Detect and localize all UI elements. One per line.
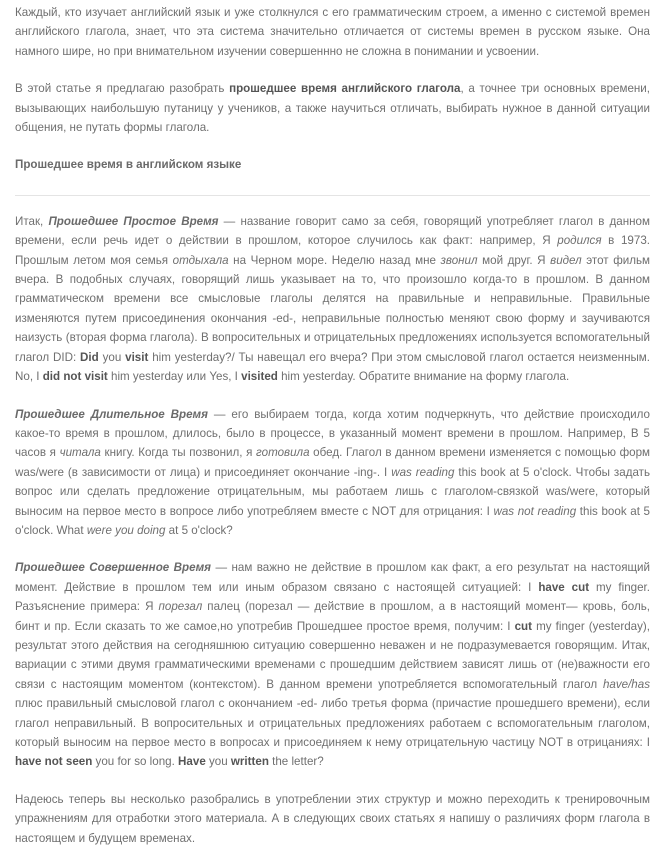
example-bold: visited <box>241 370 278 384</box>
example-bold: Have <box>178 755 206 769</box>
example-bold: did not visit <box>42 370 108 384</box>
example-word: читала <box>59 446 101 460</box>
text-run: плюс правильный смысловой глагол с окончанием -ed- либо третья форма (причастие прошедшего времени), если глагол неправильный. В вопросительных и отрицательных предложениях работаем с вспомогательным глаголом, который выносим на первое место в вопросах и присоединяем к нему отрицательную частицу NOT в отрицаниях: I <box>15 697 650 749</box>
past-continuous-paragraph <box>15 405 650 541</box>
example-bold: cut <box>514 619 532 633</box>
text-run: my finger (yesterday), результат этого действия на сегодняшнюю ситуацию совершенно неважен и не подразумевается говорящим. Итак, вариации с этими двумя грамматическими временами с прошедшим действием зависят лишь от (не)важности его связи с настоящим моментом (контекстом). В данном времени употребляется вспомогательный глагол <box>15 619 650 691</box>
text-run: you <box>98 350 126 364</box>
intro-paragraph-1 <box>15 3 650 61</box>
text-run: you for so long. <box>92 755 179 769</box>
example-bold: have cut <box>538 580 590 594</box>
text-run: обед. Глагол в данном времени изменяется с помощью форм was/were (в зависимости от лица) и присоединяет окончание -ing-. I <box>15 446 650 479</box>
text-run: палец (порезал — действие в прошлом, а в настоящий момент— кровь, боль, бинт и пр. Если сказать то же самое,но употребив Прошедшее простое время, получим: I <box>15 600 650 633</box>
example-word: родился <box>557 234 602 248</box>
text-run: the letter? <box>268 755 324 769</box>
example-word: were you doing <box>86 523 166 537</box>
text-run: книгу. Когда ты позвонил, я <box>100 446 257 460</box>
example-bold: written <box>230 755 269 769</box>
text-run: you <box>205 755 231 769</box>
highlight-term: прошедшее время английского глагола <box>229 82 461 96</box>
example-word: отдыхала <box>172 253 229 267</box>
example-word: was not reading <box>493 504 577 518</box>
past-simple-paragraph <box>15 212 650 387</box>
divider <box>15 195 650 196</box>
example-bold: Did <box>80 350 99 364</box>
example-word: готовила <box>256 446 310 460</box>
text-run: him yesterday. Обратите внимание на форму глагола. <box>277 370 570 384</box>
text-run: this book at 5 o'clock. What <box>15 504 651 537</box>
tense-name: Прошедшее Совершенное Время <box>15 561 211 575</box>
outro-text: Надеюсь теперь вы несколько разобрались в употреблении этих структур и можно переходить к тренировочным упражнениям для отработки этого материала. А в следующих своих статьях я напишу о различиях форм глагола в настоящем и будущем временах. <box>15 792 650 845</box>
tense-name: Прошедшее Простое Время <box>48 214 219 228</box>
example-word: have/has <box>602 677 650 691</box>
text-run: him yesterday или Yes, I <box>107 370 242 384</box>
example-word: was reading <box>391 465 455 479</box>
text-run: — нам важно не действие в прошлом как факт, а его результат на настоящий момент. Действие в прошлом тем или иным образом связано с настоящей ситуацией: I <box>15 561 650 594</box>
outro-paragraph <box>15 790 650 848</box>
text-run: — название говорит само за себя, говорящий употребляет глагол в данном времени, если речь идет о действии в прошлом, которое случилось как факт: например, Я <box>15 214 650 248</box>
text-run: — его выбираем тогда, когда хотим подчеркнуть, что действие происходило какое-то время в прошлом, длилось, было в процессе, в указанный момент времени в прошлом. Например, В 5 часов я <box>15 407 650 460</box>
example-word: видел <box>550 253 582 267</box>
text-run: мой друг. Я <box>477 253 551 267</box>
past-perfect-paragraph <box>15 558 650 771</box>
example-bold: have not seen <box>15 755 93 769</box>
intro-paragraph-2 <box>15 79 650 137</box>
example-word: звонил <box>440 253 478 267</box>
section-heading: Прошедшее время в английском языке <box>15 158 242 172</box>
text-run: at 5 o'clock? <box>165 523 233 537</box>
intro-text: Каждый, кто изучает английский язык и уже столкнулся с его грамматическим строем, а именно с системой времен английского глагола, знает, что эта система значительно отличается от системы времен в русском языке. Она намного шире, но при внимательном изучении совершеннно не сложна в понимании и усвоении. <box>15 6 650 58</box>
text-run: в 1973. Прошлым летом моя семья <box>15 234 650 267</box>
text-run: В этой статье я предлагаю разобрать <box>15 82 230 96</box>
tense-name: Прошедшее Длительное Время <box>15 407 208 421</box>
text-run: этот фильм вчера. В подобных случаях, говорящий лишь указывает на то, что произошло когда-то в прошлом. В данном грамматическом времени все смысловые глаголы делятся на правильные и неправильные. Правильные изменяются путем присоединения окончания -ed-, неправильные полностью меняют свою форму и заучиваются наизусть (вторая форма глагола). В вопросительных и отрицательных предложениях используется вспомогательный глагол DID: <box>15 253 650 364</box>
example-bold: visit <box>125 350 149 364</box>
text-run: Итак, <box>15 214 49 228</box>
text-run: на Черном море. Неделю назад мне <box>228 253 441 267</box>
text-run: this book at 5 o'clock. Чтобы задать вопрос или сделать предложение отрицательным, мы работаем лишь с глаголом-связкой was/were, который выносим на первое место в вопросе либо употребляем вместе с NOT для отрицания: I <box>15 465 651 518</box>
text-run: my finger. Разъяснение примера: Я <box>15 580 650 614</box>
text-run: him yesterday?/ Ты навещал его вчера? При этом смысловой глагол остается неизменным. No, I <box>15 350 650 384</box>
text-run: , а точнее три основных времени, вызывающих наибольшую путаницу у учеников, а также научиться отличать, выбирать нужное в данной ситуации общения, не путать формы глагола. <box>15 82 650 135</box>
example-word: порезал <box>158 600 203 614</box>
